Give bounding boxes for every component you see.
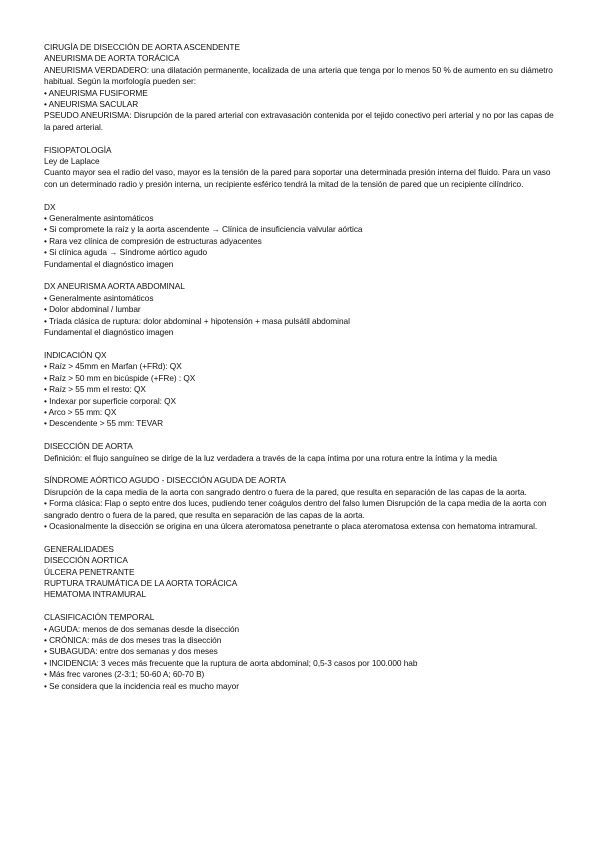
section	[44, 441, 560, 464]
text-line: • Si clínica aguda → Síndrome aórtico agudo	[44, 247, 208, 258]
section-heading: GENERALIDADES	[44, 543, 114, 554]
text-line: • INCIDENCIA: 3 veces más frecuente que la ruptura de aorta abdominal; 0,5-3 casos por 100.000 hab	[44, 657, 418, 668]
text-line: Ley de Laplace	[44, 156, 100, 167]
section	[44, 145, 560, 191]
text-line: Fundamental el diagnóstico imagen	[44, 327, 174, 338]
text-line: • ANEURISMA FUSIFORME	[44, 87, 148, 98]
text-line: • Triada clásica de ruptura: dolor abdominal + hipotensión + masa pulsátil abdominal	[44, 315, 350, 326]
paragraph-gap	[44, 190, 560, 201]
text-line: ÚLCERA PENETRANTE	[44, 566, 135, 577]
text-line: • ANEURISMA SACULAR	[44, 99, 139, 110]
text-line: PSEUDO ANEURISMA: Disrupción de la pared arterial con extravasación contenida por el tejido conectivo peri arterial y no por las capas de la pared arterial.	[44, 110, 556, 132]
text-line: • Descendente > 55 mm: TEVAR	[44, 418, 164, 429]
text-line: • Se considera que la incidencia real es mucho mayor	[44, 680, 239, 691]
section-heading: FISIOPATOLOGÌA	[44, 144, 112, 155]
section-heading: CLASIFICACIÓN TEMPORAL	[44, 612, 155, 623]
section-heading: DISECCIÓN DE AORTA	[44, 441, 133, 452]
text-line: • Indexar por superficie corporal: QX	[44, 395, 177, 406]
paragraph-gap	[44, 464, 560, 475]
text-line: • Ocasionalmente la disección se origina en una úlcera ateromatosa penetrante o placa ateromatosa extensa con hematoma intramural.	[44, 520, 538, 531]
paragraph-gap	[44, 133, 560, 144]
section	[44, 612, 560, 692]
section-heading: CIRUGÌA DE DISECCIÓN DE AORTA ASCENDENTE	[44, 42, 240, 52]
paragraph-gap	[44, 430, 560, 441]
section	[44, 350, 560, 430]
section-heading: INDICACIÓN QX	[44, 349, 107, 360]
text-line: Fundamental el diagnóstico imagen	[44, 258, 174, 269]
text-line: Disrupción de la capa media de la aorta con sangrado dentro o fuera de la pared, que resulta en separación de las capas de la aorta.	[44, 486, 527, 497]
text-line: • Dolor abdominal / lumbar	[44, 304, 141, 315]
text-line: • Arco > 55 mm: QX	[44, 406, 117, 417]
text-line: HEMATOMA INTRAMURAL	[44, 589, 147, 600]
text-line: • Raíz > 45mm en Marfan (+FRd): QX	[44, 361, 182, 372]
text-line: • Raíz > 50 mm en bicúspide (+FRe) : QX	[44, 372, 196, 383]
text-line: • Raíz > 55 mm el resto: QX	[44, 384, 146, 395]
section	[44, 42, 560, 133]
section-heading: DX	[44, 201, 56, 212]
text-line: • Generalmente asintomáticos	[44, 292, 154, 303]
text-line: Definición: el flujo sanguíneo se dirige de la luz verdadera a través de la capa íntima por una rotura entre la íntima y la media	[44, 452, 497, 463]
paragraph-gap	[44, 270, 560, 281]
text-line: • Más frec varones (2-3:1; 50-60 A; 60-70 B)	[44, 669, 205, 680]
text-line: DISECCIÓN AORTICA	[44, 555, 128, 566]
text-line: • SUBAGUDA: entre dos semanas y dos meses	[44, 646, 218, 657]
section	[44, 281, 560, 338]
text-line: RUPTURA TRAUMÁTICA DE LA AORTA TORÁCICA	[44, 577, 238, 588]
section	[44, 544, 560, 601]
paragraph-gap	[44, 532, 560, 543]
text-line: • Si compromete la raíz y la aorta ascendente → Clínica de insuficiencia valvular aórtica	[44, 224, 363, 235]
section-heading: SÍNDROME AÓRTICO AGUDO - DISECCIÓN AGUDA DE AORTA	[44, 475, 286, 486]
text-line: • Generalmente asintomáticos	[44, 213, 154, 224]
text-line: • CRÓNICA: más de dos meses tras la disección	[44, 635, 222, 645]
text-line: • Forma clásica: Flap o septo entre dos luces, pudiendo tener coágulos dentro del falso lumen Disrupción de la capa media de la aorta con sangrado dentro o fuera de la pared, que resulta en separación de las capas de la aorta.	[44, 498, 549, 520]
text-line: • Rara vez clínica de compresión de estructuras adyacentes	[44, 235, 262, 246]
document-page	[44, 42, 560, 692]
text-line: Cuanto mayor sea el radio del vaso, mayor es la tensión de la pared para soportar una determinada presión interna del fluido. Para un vaso con un determinado radio y presión interna, un recipiente esférico tendrá la mitad de la tensión de pared que un recipiente cilíndrico.	[44, 167, 553, 189]
text-line: ANEURISMA VERDADERO: una dilatación permanente, localizada de una arteria que tenga por lo menos 50 % de aumento en su diámetro habitual. Según la morfología pueden ser:	[44, 64, 556, 87]
section-heading: DX ANEURISMA AORTA ABDOMINAL	[44, 281, 185, 292]
text-line: ANEURISMA DE AORTA TORÁCICA	[44, 53, 180, 64]
section	[44, 475, 560, 532]
paragraph-gap	[44, 601, 560, 612]
text-line: • AGUDA: menos de dos semanas desde la disección	[44, 623, 240, 634]
paragraph-gap	[44, 339, 560, 350]
section	[44, 202, 560, 270]
